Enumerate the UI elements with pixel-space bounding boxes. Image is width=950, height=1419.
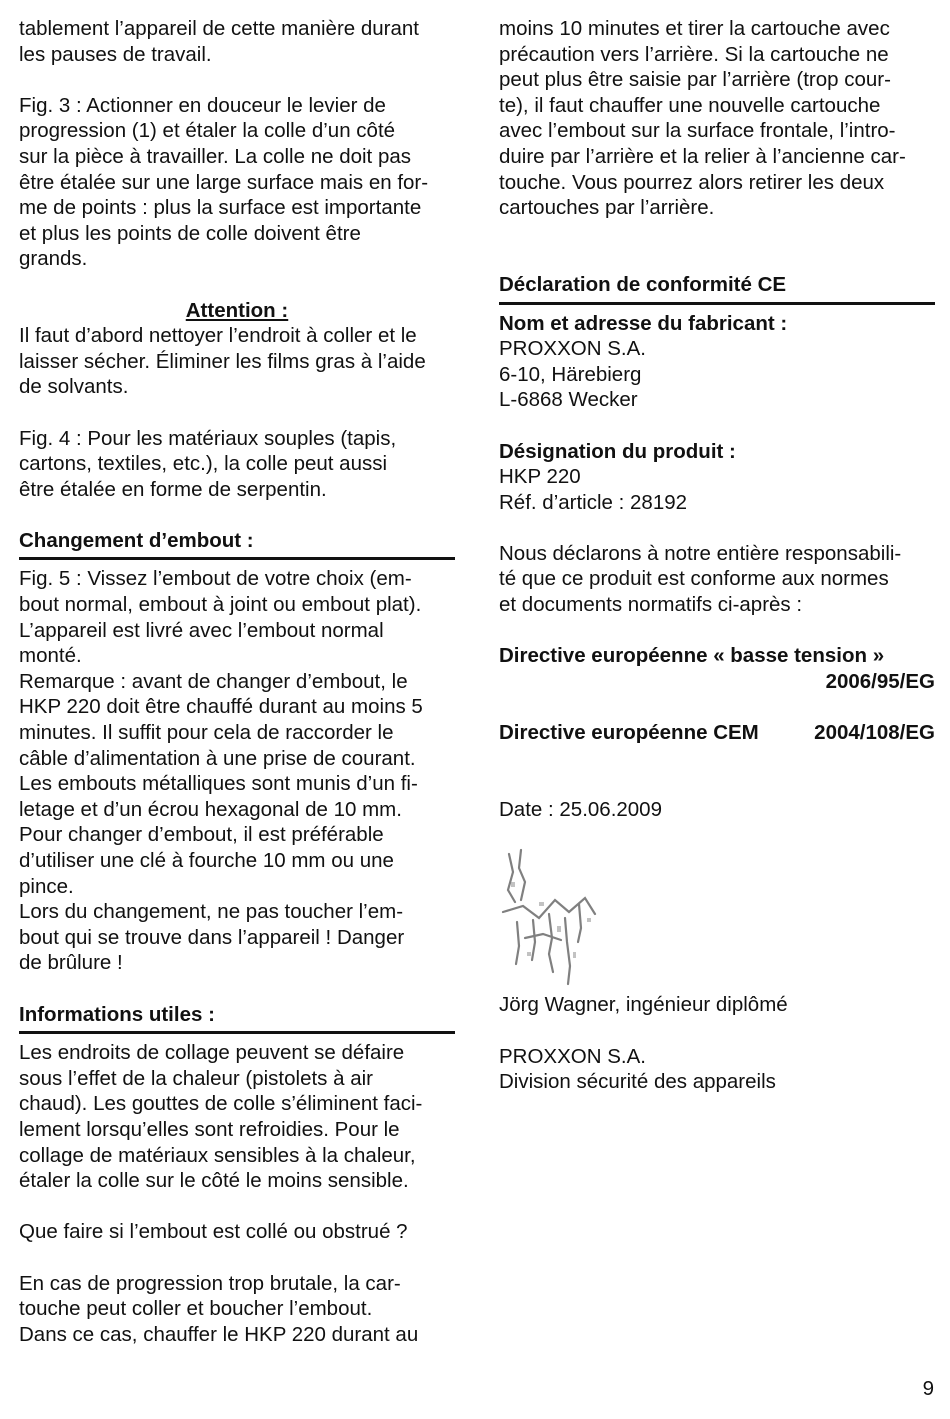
text-line: bout normal, embout à joint ou embout plat). (19, 593, 422, 617)
text-line: bout qui se trouve dans l’appareil ! Danger (19, 925, 405, 949)
attention-heading: Attention : (185, 298, 289, 322)
product-label: Désignation du produit : (499, 439, 736, 463)
text-line: touche. Vous pourrez alors retirer les deux (499, 170, 885, 194)
text-line: Dans ce cas, chauffer le HKP 220 durant au (19, 1322, 419, 1346)
heading-rule (499, 302, 935, 305)
text-line: minutes. Il suffit pour cela de raccorder le (19, 721, 394, 745)
text-line: En cas de progression trop brutale, la car- (19, 1271, 401, 1295)
signatory-name: Jörg Wagner, ingénieur diplômé (499, 993, 788, 1017)
text-line: avec l’embout sur la surface frontale, l’intro- (499, 119, 896, 143)
text-line: HKP 220 doit être chauffé durant au moins 5 (19, 695, 423, 719)
company-line: Division sécurité des appareils (499, 1070, 776, 1094)
section-heading-infos: Informations utiles : (19, 1002, 215, 1026)
text-line: de brûlure ! (19, 951, 123, 975)
text-line: Fig. 4 : Pour les matériaux souples (tapis, (19, 426, 397, 450)
manufacturer-line: PROXXON S.A. (499, 337, 646, 361)
product-line: Réf. d’article : 28192 (499, 490, 688, 514)
text-line: collage de matériaux sensibles à la chaleur, (19, 1143, 416, 1167)
directive-low-voltage-code: 2006/95/EG (825, 669, 935, 693)
text-line: grands. (19, 247, 88, 271)
section-heading-changement: Changement d’embout : (19, 528, 254, 552)
text-line: Fig. 3 : Actionner en douceur le levier de (19, 93, 386, 117)
text-line: Fig. 5 : Vissez l’embout de votre choix (em- (19, 567, 412, 591)
product-line: HKP 220 (499, 465, 581, 489)
text-line: Nous déclarons à notre entière responsabili- (499, 541, 902, 565)
left-column (19, 16, 455, 1347)
text-line: té que ce produit est conforme aux normes (499, 567, 889, 591)
text-line: te), il faut chauffer une nouvelle cartouche (499, 93, 881, 117)
text-line: Il faut d’abord nettoyer l’endroit à coller et le (19, 324, 417, 348)
text-line: pince. (19, 874, 74, 898)
signature-image (499, 842, 599, 992)
paragraph-fig4 (19, 426, 455, 503)
section-heading-declaration: Déclaration de conformité CE (499, 272, 787, 296)
paragraph-fig3 (19, 93, 455, 272)
text-line: letage et d’un écrou hexagonal de 10 mm. (19, 797, 402, 821)
text-line: les pauses de travail. (19, 42, 212, 66)
paragraph-intro (19, 16, 455, 67)
text-line: laisser sécher. Éliminer les films gras à l’aide (19, 349, 426, 373)
paragraph-fig5 (19, 566, 455, 976)
text-line: Remarque : avant de changer d’embout, le (19, 669, 408, 693)
text-line: peut plus être saisie par l’arrière (trop cour- (499, 68, 891, 92)
text-line: moins 10 minutes et tirer la cartouche avec (499, 17, 890, 40)
date-line: Date : 25.06.2009 (499, 797, 662, 821)
text-line: être étalée sur une large surface mais en for- (19, 170, 429, 194)
text-line: et documents normatifs ci-après : (499, 593, 803, 617)
text-line: me de points : plus la surface est importante (19, 196, 422, 220)
text-line: être étalée en forme de serpentin. (19, 477, 327, 501)
text-line: sous l’effet de la chaleur (pistolets à air (19, 1066, 374, 1090)
text-line: sur la pièce à travailler. La colle ne doit pas (19, 144, 412, 168)
text-line: chaud). Les gouttes de colle s’éliminent faci- (19, 1092, 423, 1116)
paragraph-infos (19, 1040, 455, 1194)
text-line: Pour changer d’embout, il est préférable (19, 823, 384, 847)
paragraph-attention (19, 323, 455, 400)
text-line: progression (1) et étaler la colle d’un côté (19, 119, 396, 143)
question-line: Que faire si l’embout est collé ou obstrué ? (19, 1220, 408, 1244)
manufacturer-line: L-6868 Wecker (499, 388, 638, 412)
text-line: touche peut coller et boucher l’embout. (19, 1297, 373, 1321)
manufacturer-line: 6-10, Härebierg (499, 362, 642, 386)
text-line: duire par l’arrière et la relier à l’ancienne car- (499, 144, 906, 168)
text-line: tablement l’appareil de cette manière durant (19, 17, 419, 40)
directive-emc (499, 720, 935, 746)
page-number: 9 (922, 1377, 934, 1400)
heading-rule (19, 557, 455, 560)
text-line: de solvants. (19, 375, 129, 399)
text-line: câble d’alimentation à une prise de courant. (19, 746, 416, 770)
text-line: précaution vers l’arrière. Si la cartouche ne (499, 42, 889, 66)
directive-emc-label: Directive européenne CEM (499, 721, 759, 745)
paragraph-cas (19, 1271, 455, 1348)
text-line: lement lorsqu’elles sont refroidies. Pour le (19, 1117, 400, 1141)
manufacturer-label: Nom et adresse du fabricant : (499, 311, 788, 335)
text-line: cartons, textiles, etc.), la colle peut aussi (19, 452, 388, 476)
heading-rule (19, 1031, 455, 1034)
text-line: Les endroits de collage peuvent se défaire (19, 1041, 405, 1065)
text-line: Lors du changement, ne pas toucher l’em- (19, 900, 404, 924)
paragraph-continuation (499, 16, 935, 221)
text-line: d’utiliser une clé à fourche 10 mm ou une (19, 849, 394, 872)
text-line: et plus les points de colle doivent être (19, 221, 361, 245)
text-line: monté. (19, 644, 82, 668)
text-line: Les embouts métalliques sont munis d’un fi- (19, 772, 418, 796)
directive-emc-code: 2004/108/EG (814, 721, 935, 745)
text-line: étaler la colle sur le côté le moins sensible. (19, 1169, 409, 1193)
right-column (499, 16, 935, 1095)
paragraph-declare (499, 541, 935, 618)
directive-low-voltage-label: Directive européenne « basse tension » (499, 644, 885, 668)
text-line: cartouches par l’arrière. (499, 196, 715, 220)
text-line: L’appareil est livré avec l’embout normal (19, 618, 384, 642)
company-line: PROXXON S.A. (499, 1044, 646, 1068)
